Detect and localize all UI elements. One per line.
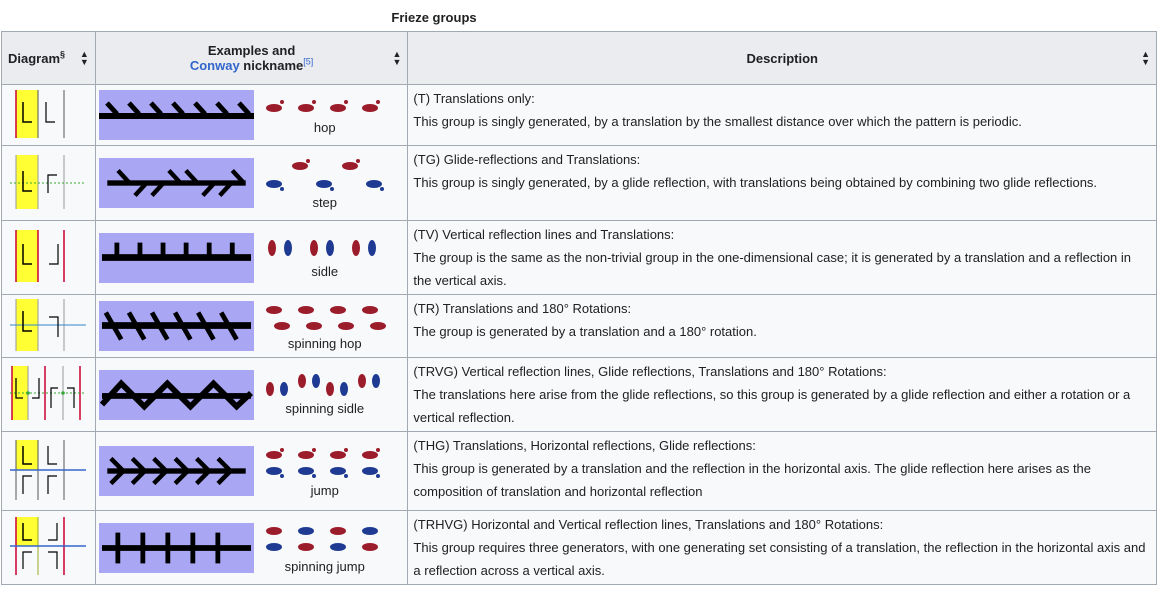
sort-icon[interactable]: ▲ ▼ (79, 49, 89, 67)
footprints-image (262, 521, 388, 557)
footprints-image (262, 236, 388, 262)
frieze-pattern-image (99, 446, 254, 496)
header-examples-line1: Examples and (207, 43, 296, 58)
diagram-cell (2, 295, 96, 358)
frieze-pattern-image (99, 158, 254, 208)
frieze-pattern-image (99, 523, 254, 573)
description-text: This group is generated by a translation and the reflection in the horizontal axis. The glide reflection here arises as the composition of translation and horizontal reflection (413, 461, 1092, 499)
conway-link[interactable]: Conway (189, 58, 240, 73)
description-title: (TRVG) Vertical reflection lines, Glide reflections, Translations and 180° Rotations: (413, 364, 887, 379)
table-row (2, 511, 1157, 585)
header-description[interactable] (408, 32, 1157, 85)
description-cell (408, 85, 1157, 146)
description-text: This group is singly generated, by a translation by the smallest distance over which the pattern is periodic. (413, 114, 1022, 129)
header-examples[interactable] (95, 32, 408, 85)
description-cell (408, 511, 1157, 585)
header-examples-rest: nickname (239, 58, 304, 73)
frieze-pattern-image (99, 90, 254, 140)
table-row (2, 146, 1157, 221)
conway-nickname: spinning sidle (285, 401, 365, 416)
diagram-image (8, 88, 88, 140)
conway-nickname: spinning jump (284, 559, 365, 574)
example-cell (95, 146, 408, 221)
frieze-pattern-image (99, 301, 254, 351)
description-title: (TR) Translations and 180° Rotations: (413, 301, 632, 316)
description-cell (408, 146, 1157, 221)
diagram-cell (2, 432, 96, 511)
footprints-image (262, 157, 388, 193)
footprints-image (262, 302, 388, 334)
table-row (2, 358, 1157, 432)
diagram-image (8, 153, 88, 211)
diagram-cell (2, 146, 96, 221)
diagram-image (8, 228, 88, 284)
frieze-groups-table (1, 31, 1157, 585)
example-cell (95, 85, 408, 146)
description-title: (TRHVG) Horizontal and Vertical reflection lines, Translations and 180° Rotations: (413, 517, 884, 532)
diagram-image (8, 364, 88, 422)
conway-nickname: jump (310, 482, 339, 498)
example-cell (95, 358, 408, 432)
description-title: (TV) Vertical reflection lines and Translations: (413, 227, 675, 242)
footprints-image (262, 96, 388, 118)
description-title: (THG) Translations, Horizontal reflections, Glide reflections: (413, 438, 756, 453)
diagram-image (8, 438, 88, 502)
conway-nickname: spinning hop (287, 335, 362, 351)
header-diagram[interactable] (2, 32, 96, 85)
frieze-pattern-image (99, 233, 254, 283)
example-cell (95, 511, 408, 585)
table-row (2, 221, 1157, 295)
reference-link[interactable]: [5] (303, 56, 314, 67)
diagram-image (8, 297, 88, 353)
description-cell (408, 221, 1157, 295)
diagram-cell (2, 221, 96, 295)
footprints-image (262, 373, 388, 399)
frieze-pattern-image (99, 370, 254, 420)
table-row (2, 85, 1157, 146)
description-title: (T) Translations only: (413, 91, 535, 106)
diagram-cell (2, 511, 96, 585)
description-text: This group is singly generated, by a glide reflection, with translations being obtained by combining two glide reflections. (413, 175, 1098, 190)
table-caption: Frieze groups (391, 10, 477, 25)
description-text: This group requires three generators, with one generating set consisting of a translation, the reflection in the horizontal axis and a reflection across a vertical axis. (413, 540, 1146, 578)
description-cell (408, 358, 1157, 432)
sort-icon[interactable]: ▲ ▼ (392, 49, 402, 67)
conway-nickname: step (312, 194, 338, 210)
header-description-label: Description (746, 50, 818, 66)
table-row (2, 432, 1157, 511)
footprints-image (262, 445, 388, 481)
diagram-image (8, 515, 88, 577)
description-text: The group is the same as the non-trivial group in the one-dimensional case; it is generated by a translation and a reflection in the vertical axis. (413, 250, 1132, 288)
description-text: The translations here arise from the glide reflections, so this group is generated by a glide reflection and either a rotation or a vertical reflection. (413, 387, 1131, 425)
header-diagram-label: Diagram (8, 50, 61, 66)
description-title: (TG) Glide-reflections and Translations: (413, 152, 641, 167)
description-text: The group is generated by a translation and a 180° rotation. (413, 324, 757, 339)
sort-icon[interactable]: ▲ ▼ (1141, 49, 1150, 67)
conway-nickname: sidle (311, 264, 339, 279)
description-cell (408, 295, 1157, 358)
description-cell (408, 432, 1157, 511)
example-cell (95, 432, 408, 511)
diagram-cell (2, 85, 96, 146)
diagram-cell (2, 358, 96, 432)
header-diagram-sup: § (60, 49, 66, 60)
example-cell (95, 221, 408, 295)
example-cell (95, 295, 408, 358)
table-row (2, 295, 1157, 358)
conway-nickname: hop (313, 119, 336, 135)
